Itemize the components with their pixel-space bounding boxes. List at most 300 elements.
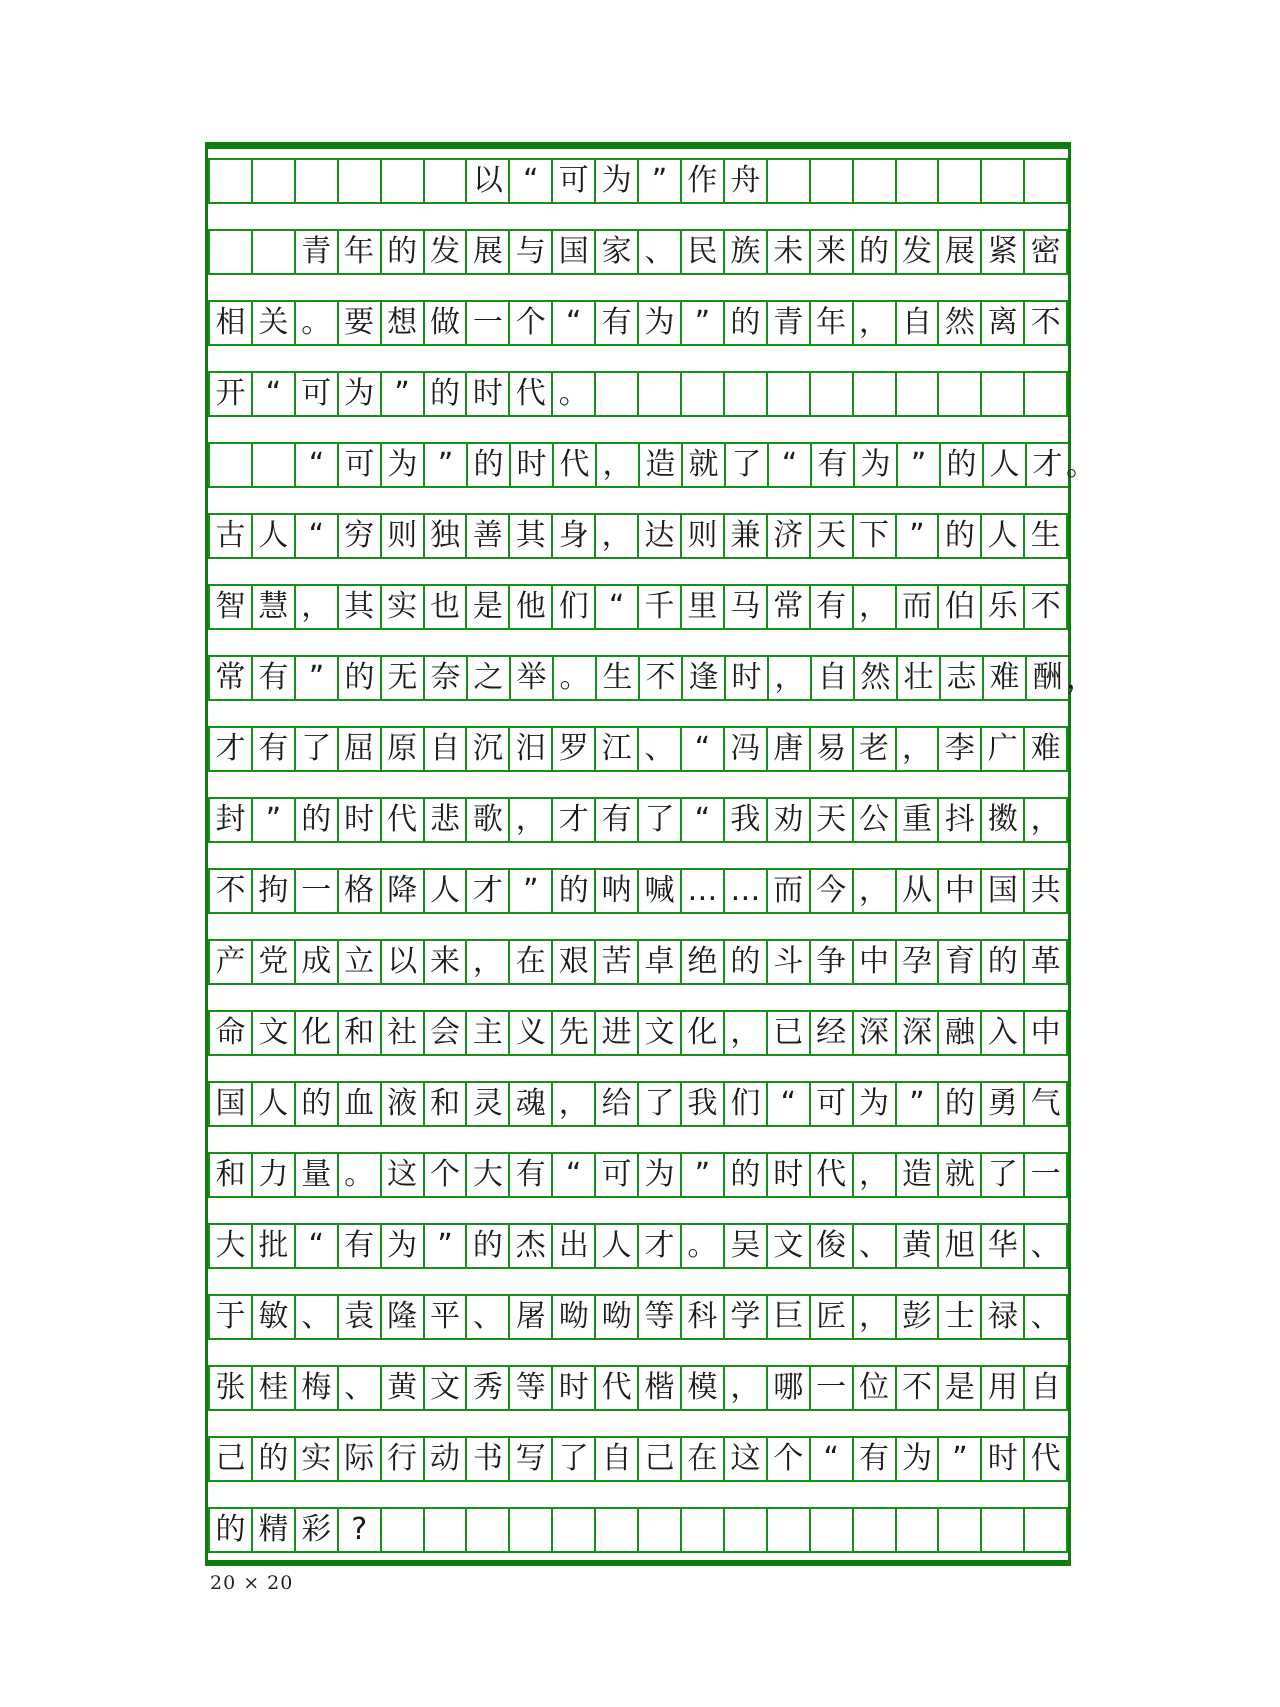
grid-cell bbox=[208, 231, 251, 273]
grid-cell: 广 bbox=[980, 728, 1023, 770]
grid-cell: ” bbox=[251, 799, 294, 841]
grid-cell: 壮 bbox=[896, 657, 939, 699]
grid-cell: 文 bbox=[766, 1225, 809, 1267]
grid-cell: ， bbox=[723, 1012, 766, 1054]
grid-cell: 下 bbox=[852, 515, 895, 557]
grid-cell bbox=[723, 373, 766, 415]
grid-cell: 想 bbox=[380, 302, 423, 344]
grid-cell: 紧 bbox=[980, 231, 1023, 273]
grid-cell: 民 bbox=[680, 231, 723, 273]
grid-cell: 展 bbox=[465, 231, 508, 273]
grid-cell: 是 bbox=[937, 1367, 980, 1409]
grid-cell: 时 bbox=[766, 1154, 809, 1196]
grid-cell: 魂 bbox=[508, 1083, 551, 1125]
grid-cell: 。 bbox=[294, 302, 337, 344]
grid-cell: 、 bbox=[852, 1225, 895, 1267]
grid-cell: 原 bbox=[380, 728, 423, 770]
grid-cell: 为 bbox=[852, 1083, 895, 1125]
grid-cell: 举 bbox=[509, 657, 552, 699]
grid-cell: ” bbox=[937, 1438, 980, 1480]
text-row bbox=[208, 300, 1068, 346]
grid-cell: 重 bbox=[895, 799, 938, 841]
grid-cell: 才 bbox=[465, 870, 508, 912]
grid-cell: 代 bbox=[552, 444, 595, 486]
grid-cell bbox=[809, 1509, 852, 1551]
grid-cell: “ bbox=[551, 302, 594, 344]
grid-cell: 有 bbox=[594, 799, 637, 841]
grid-cell: 平 bbox=[423, 1296, 466, 1338]
grid-cell: 斗 bbox=[766, 941, 809, 983]
grid-cell: 也 bbox=[423, 586, 466, 628]
grid-cell bbox=[723, 1509, 766, 1551]
grid-cell: 逢 bbox=[681, 657, 724, 699]
grid-cell: 时 bbox=[980, 1438, 1023, 1480]
grid-cell: 黄 bbox=[380, 1367, 423, 1409]
grid-cell: 可 bbox=[594, 1154, 637, 1196]
grid-cell bbox=[980, 160, 1023, 202]
grid-cell: ， bbox=[852, 870, 895, 912]
grid-cell: 的 bbox=[980, 941, 1023, 983]
grid-cell: ， bbox=[465, 941, 508, 983]
grid-cell: 士 bbox=[937, 1296, 980, 1338]
grid-cell: 就 bbox=[937, 1154, 980, 1196]
grid-cell: 才 bbox=[551, 799, 594, 841]
grid-cell: 作 bbox=[680, 160, 723, 202]
grid-cell: 进 bbox=[594, 1012, 637, 1054]
grid-cell: 为 bbox=[853, 444, 896, 486]
grid-cell: 为 bbox=[380, 444, 423, 486]
grid-cell: 有 bbox=[337, 1225, 380, 1267]
grid-cell: 乐 bbox=[980, 586, 1023, 628]
grid-cell: 吴 bbox=[723, 1225, 766, 1267]
grid-cell: ， bbox=[852, 586, 895, 628]
grid-cell: 时 bbox=[551, 1367, 594, 1409]
grid-cell: 。 bbox=[552, 657, 595, 699]
grid-cell bbox=[937, 160, 980, 202]
grid-cell: 给 bbox=[594, 1083, 637, 1125]
grid-cell: 绝 bbox=[680, 941, 723, 983]
grid-cell: 才 bbox=[637, 1225, 680, 1267]
grid-cell: 己 bbox=[208, 1438, 251, 1480]
grid-cell: 慧 bbox=[251, 586, 294, 628]
grid-cell: 楷 bbox=[637, 1367, 680, 1409]
grid-cell bbox=[680, 1509, 723, 1551]
grid-cell: 做 bbox=[423, 302, 466, 344]
text-row bbox=[208, 797, 1068, 843]
grid-cell: ， bbox=[852, 302, 895, 344]
grid-cell: 可 bbox=[551, 160, 594, 202]
grid-cell: 其 bbox=[508, 515, 551, 557]
grid-cell: 书 bbox=[465, 1438, 508, 1480]
grid-cell: 独 bbox=[423, 515, 466, 557]
grid-cell: 家 bbox=[594, 231, 637, 273]
grid-cell: 不 bbox=[638, 657, 681, 699]
grid-cell: 个 bbox=[423, 1154, 466, 1196]
grid-cell: 彭 bbox=[895, 1296, 938, 1338]
grid-cell: 有 bbox=[251, 657, 294, 699]
grid-cell: ， bbox=[294, 586, 337, 628]
grid-cell: 未 bbox=[766, 231, 809, 273]
grid-cell: 共 bbox=[1023, 870, 1068, 912]
grid-cell: 孕 bbox=[895, 941, 938, 983]
grid-cell: 卓 bbox=[637, 941, 680, 983]
grid-cell: 命 bbox=[208, 1012, 251, 1054]
grid-cell: 易 bbox=[809, 728, 852, 770]
grid-cell: 等 bbox=[637, 1296, 680, 1338]
grid-cell: 为 bbox=[637, 302, 680, 344]
grid-cell: 呐 bbox=[594, 870, 637, 912]
grid-cell: 为 bbox=[380, 1225, 423, 1267]
grid-cell bbox=[294, 160, 337, 202]
grid-cell: 老 bbox=[852, 728, 895, 770]
grid-cell: 国 bbox=[551, 231, 594, 273]
grid-cell: 批 bbox=[251, 1225, 294, 1267]
grid-cell: 有 bbox=[809, 586, 852, 628]
grid-cell bbox=[251, 444, 294, 486]
grid-cell bbox=[980, 1509, 1023, 1551]
text-row bbox=[208, 1365, 1068, 1411]
grid-cell: 马 bbox=[723, 586, 766, 628]
grid-cell: 己 bbox=[637, 1438, 680, 1480]
grid-cell: 发 bbox=[895, 231, 938, 273]
grid-cell: “ bbox=[680, 728, 723, 770]
grid-cell: … bbox=[680, 870, 723, 912]
text-row bbox=[208, 371, 1068, 417]
grid-cell bbox=[423, 160, 466, 202]
grid-cell: 、 bbox=[294, 1296, 337, 1338]
grid-cell bbox=[937, 373, 980, 415]
grid-cell bbox=[980, 373, 1023, 415]
grid-cell: 巨 bbox=[766, 1296, 809, 1338]
grid-cell: 罗 bbox=[551, 728, 594, 770]
grid-cell: 和 bbox=[423, 1083, 466, 1125]
grid-cell: 和 bbox=[208, 1154, 251, 1196]
grid-cell: 。 bbox=[551, 373, 594, 415]
grid-cell: 个 bbox=[766, 1438, 809, 1480]
grid-cell: ” bbox=[637, 160, 680, 202]
grid-cell: 来 bbox=[423, 941, 466, 983]
grid-cell bbox=[937, 1509, 980, 1551]
grid-cell: 们 bbox=[551, 586, 594, 628]
grid-cell: 则 bbox=[380, 515, 423, 557]
grid-cell: ? bbox=[337, 1509, 380, 1551]
grid-cell: 在 bbox=[680, 1438, 723, 1480]
grid-cell bbox=[208, 160, 251, 202]
grid-cell bbox=[208, 444, 251, 486]
grid-cell: 相 bbox=[208, 302, 251, 344]
grid-cell: 千 bbox=[637, 586, 680, 628]
grid-cell: 苦 bbox=[594, 941, 637, 983]
grid-cell: 义 bbox=[508, 1012, 551, 1054]
grid-cell: 革 bbox=[1023, 941, 1068, 983]
grid-cell: 动 bbox=[423, 1438, 466, 1480]
grid-cell: 格 bbox=[337, 870, 380, 912]
grid-cell: 为 bbox=[895, 1438, 938, 1480]
text-row bbox=[208, 726, 1068, 772]
grid-cell: 液 bbox=[380, 1083, 423, 1125]
grid-cell: 可 bbox=[809, 1083, 852, 1125]
grid-cell: 融 bbox=[937, 1012, 980, 1054]
grid-cell: 悲 bbox=[423, 799, 466, 841]
grid-cell: 血 bbox=[337, 1083, 380, 1125]
grid-cell: 禄 bbox=[980, 1296, 1023, 1338]
grid-cell: 族 bbox=[723, 231, 766, 273]
grid-cell: 舟 bbox=[723, 160, 766, 202]
grid-cell: 发 bbox=[423, 231, 466, 273]
grid-cell: 入 bbox=[980, 1012, 1023, 1054]
grid-cell: ” bbox=[896, 444, 939, 486]
grid-cell: 的 bbox=[465, 1225, 508, 1267]
grid-cell: ” bbox=[508, 870, 551, 912]
grid-cell bbox=[766, 160, 809, 202]
grid-cell: 的 bbox=[723, 302, 766, 344]
grid-cell: 造 bbox=[895, 1154, 938, 1196]
grid-cell: 大 bbox=[465, 1154, 508, 1196]
grid-cell: ， bbox=[895, 728, 938, 770]
grid-cell: ， bbox=[767, 657, 810, 699]
grid-cell: 经 bbox=[809, 1012, 852, 1054]
grid-cell: 开 bbox=[208, 373, 251, 415]
grid-cell bbox=[594, 373, 637, 415]
grid-cell: 呦 bbox=[551, 1296, 594, 1338]
grid-cell bbox=[637, 1509, 680, 1551]
grid-cell: 善 bbox=[465, 515, 508, 557]
grid-cell: 自 bbox=[423, 728, 466, 770]
grid-cell: ” bbox=[423, 1225, 466, 1267]
grid-cell bbox=[766, 373, 809, 415]
grid-cell: “ bbox=[294, 515, 337, 557]
grid-cell: 敏 bbox=[251, 1296, 294, 1338]
grid-cell: 了 bbox=[724, 444, 767, 486]
grid-cell: 张 bbox=[208, 1367, 251, 1409]
grid-cell: 的 bbox=[294, 1083, 337, 1125]
grid-cell: 文 bbox=[423, 1367, 466, 1409]
grid-cell: 劝 bbox=[766, 799, 809, 841]
grid-cell: 的 bbox=[723, 1154, 766, 1196]
grid-cell: 造 bbox=[638, 444, 681, 486]
text-row bbox=[208, 1223, 1068, 1269]
grid-cell bbox=[852, 373, 895, 415]
grid-cell: 青 bbox=[766, 302, 809, 344]
grid-cell: 年 bbox=[809, 302, 852, 344]
grid-cell: 展 bbox=[937, 231, 980, 273]
grid-cell: 的 bbox=[380, 231, 423, 273]
grid-cell: 一 bbox=[809, 1367, 852, 1409]
grid-cell bbox=[508, 1509, 551, 1551]
grid-cell: 的 bbox=[251, 1438, 294, 1480]
grid-cell: 代 bbox=[594, 1367, 637, 1409]
grid-cell bbox=[380, 1509, 423, 1551]
grid-cell: 唐 bbox=[766, 728, 809, 770]
grid-cell: 天 bbox=[809, 799, 852, 841]
grid-cell: 就 bbox=[681, 444, 724, 486]
grid-cell: 深 bbox=[895, 1012, 938, 1054]
grid-cell: 国 bbox=[980, 870, 1023, 912]
grid-cell: 已 bbox=[766, 1012, 809, 1054]
grid-cell: 会 bbox=[423, 1012, 466, 1054]
grid-cell: 了 bbox=[637, 1083, 680, 1125]
grid-cell: ” bbox=[895, 1083, 938, 1125]
grid-cell bbox=[895, 373, 938, 415]
manuscript-grid bbox=[205, 142, 1096, 1566]
grid-cell: 了 bbox=[551, 1438, 594, 1480]
grid-cell: “ bbox=[594, 586, 637, 628]
grid-cell: 实 bbox=[294, 1438, 337, 1480]
grid-cell: 为 bbox=[594, 160, 637, 202]
grid-cell: 有 bbox=[594, 302, 637, 344]
grid-cell: 奈 bbox=[423, 657, 466, 699]
grid-cell: 际 bbox=[337, 1438, 380, 1480]
grid-cell: 桂 bbox=[251, 1367, 294, 1409]
grid-cell: 成 bbox=[294, 941, 337, 983]
grid-cell bbox=[852, 1509, 895, 1551]
grid-cell: 、 bbox=[637, 728, 680, 770]
grid-cell bbox=[551, 1509, 594, 1551]
grid-cell: 古 bbox=[208, 515, 251, 557]
grid-cell: ” bbox=[294, 657, 337, 699]
grid-cell: 有 bbox=[251, 728, 294, 770]
grid-cell: 文 bbox=[251, 1012, 294, 1054]
grid-cell bbox=[852, 160, 895, 202]
grid-cell: 位 bbox=[852, 1367, 895, 1409]
grid-cell bbox=[251, 160, 294, 202]
grid-cell: 以 bbox=[380, 941, 423, 983]
grid-cell: 喊 bbox=[637, 870, 680, 912]
text-row bbox=[208, 939, 1068, 985]
grid-cell: 生 bbox=[595, 657, 638, 699]
grid-cell bbox=[594, 1509, 637, 1551]
grid-cell bbox=[380, 160, 423, 202]
grid-cell: 、 bbox=[1023, 1225, 1068, 1267]
grid-cell: 然 bbox=[853, 657, 896, 699]
grid-cell: 为 bbox=[337, 373, 380, 415]
grid-cell: 实 bbox=[380, 586, 423, 628]
grid-cell: ” bbox=[680, 1154, 723, 1196]
grid-cell: ， bbox=[852, 1154, 895, 1196]
grid-cell: 了 bbox=[980, 1154, 1023, 1196]
grid-cell: 艰 bbox=[551, 941, 594, 983]
grid-cell: 育 bbox=[937, 941, 980, 983]
grid-cell: 伯 bbox=[937, 586, 980, 628]
grid-cell: 要 bbox=[337, 302, 380, 344]
grid-cell: 匠 bbox=[809, 1296, 852, 1338]
grid-cell: 为 bbox=[637, 1154, 680, 1196]
grid-cell: 的 bbox=[294, 799, 337, 841]
grid-cell: 了 bbox=[637, 799, 680, 841]
grid-cell: 的 bbox=[852, 231, 895, 273]
grid-cell: 兼 bbox=[723, 515, 766, 557]
grid-cell: ， bbox=[508, 799, 551, 841]
grid-cell: 才 bbox=[208, 728, 251, 770]
grid-cell: 灵 bbox=[465, 1083, 508, 1125]
grid-cell: 学 bbox=[723, 1296, 766, 1338]
grid-cell: 则 bbox=[680, 515, 723, 557]
grid-cell bbox=[766, 1509, 809, 1551]
grid-cell: 公 bbox=[852, 799, 895, 841]
grid-cell: 中 bbox=[1023, 1012, 1068, 1054]
grid-cell: 不 bbox=[1023, 302, 1068, 344]
grid-cell: … bbox=[723, 870, 766, 912]
grid-cell: 代 bbox=[508, 373, 551, 415]
grid-cell bbox=[1023, 1509, 1068, 1551]
grid-cell: 才 bbox=[1025, 444, 1068, 486]
grid-cell: 的 bbox=[208, 1509, 251, 1551]
grid-cell: 这 bbox=[723, 1438, 766, 1480]
grid-cell: 而 bbox=[895, 586, 938, 628]
grid-cell: 、 bbox=[465, 1296, 508, 1338]
grid-cell: 关 bbox=[251, 302, 294, 344]
grid-cell: 社 bbox=[380, 1012, 423, 1054]
overflow-punctuation: ， bbox=[1066, 661, 1096, 696]
grid-cell: ， bbox=[723, 1367, 766, 1409]
grid-cell: 可 bbox=[337, 444, 380, 486]
grid-cell: 和 bbox=[337, 1012, 380, 1054]
grid-cell: 一 bbox=[465, 302, 508, 344]
grid-cell: ， bbox=[852, 1296, 895, 1338]
text-row bbox=[208, 1152, 1068, 1198]
grid-cell: ” bbox=[380, 373, 423, 415]
grid-cell: 写 bbox=[508, 1438, 551, 1480]
grid-cell: 智 bbox=[208, 586, 251, 628]
grid-cell bbox=[251, 231, 294, 273]
grid-cell: 先 bbox=[551, 1012, 594, 1054]
grid-cell: 于 bbox=[208, 1296, 251, 1338]
grid-cell: 呦 bbox=[594, 1296, 637, 1338]
grid-cell: 了 bbox=[294, 728, 337, 770]
grid-cell: 人 bbox=[251, 515, 294, 557]
grid-cell bbox=[895, 1509, 938, 1551]
grid-cell: “ bbox=[508, 160, 551, 202]
grid-cell: 出 bbox=[551, 1225, 594, 1267]
grid-cell: 争 bbox=[809, 941, 852, 983]
grid-cell: 难 bbox=[982, 657, 1025, 699]
grid-cell: 个 bbox=[508, 302, 551, 344]
text-row bbox=[208, 1507, 1068, 1553]
grid-cell: 穷 bbox=[337, 515, 380, 557]
grid-size-label: 20 × 20 bbox=[210, 1572, 294, 1594]
grid-cell: 他 bbox=[508, 586, 551, 628]
grid-cell: 人 bbox=[594, 1225, 637, 1267]
grid-cell: 时 bbox=[337, 799, 380, 841]
grid-cell bbox=[680, 373, 723, 415]
grid-cell: 有 bbox=[852, 1438, 895, 1480]
grid-cell: 我 bbox=[723, 799, 766, 841]
grid-cell: 勇 bbox=[980, 1083, 1023, 1125]
grid-cell: 自 bbox=[1023, 1367, 1068, 1409]
grid-cell: 江 bbox=[594, 728, 637, 770]
grid-cell: 大 bbox=[208, 1225, 251, 1267]
grid-cell: 人 bbox=[980, 515, 1023, 557]
text-row bbox=[208, 1436, 1068, 1482]
grid-cell: 哪 bbox=[766, 1367, 809, 1409]
text-row bbox=[208, 1010, 1068, 1056]
grid-cell: 有 bbox=[508, 1154, 551, 1196]
grid-cell: 文 bbox=[637, 1012, 680, 1054]
grid-cell: 天 bbox=[809, 515, 852, 557]
grid-cell: “ bbox=[294, 1225, 337, 1267]
grid-cell: 人 bbox=[251, 1083, 294, 1125]
grid-cell bbox=[1023, 373, 1068, 415]
grid-cell: 党 bbox=[251, 941, 294, 983]
grid-cell: 化 bbox=[294, 1012, 337, 1054]
grid-cell: 屠 bbox=[508, 1296, 551, 1338]
grid-cell: 时 bbox=[724, 657, 767, 699]
grid-cell bbox=[465, 1509, 508, 1551]
grid-cell: 量 bbox=[294, 1154, 337, 1196]
text-row bbox=[208, 584, 1068, 630]
grid-cell: 然 bbox=[937, 302, 980, 344]
grid-cell: ” bbox=[680, 302, 723, 344]
